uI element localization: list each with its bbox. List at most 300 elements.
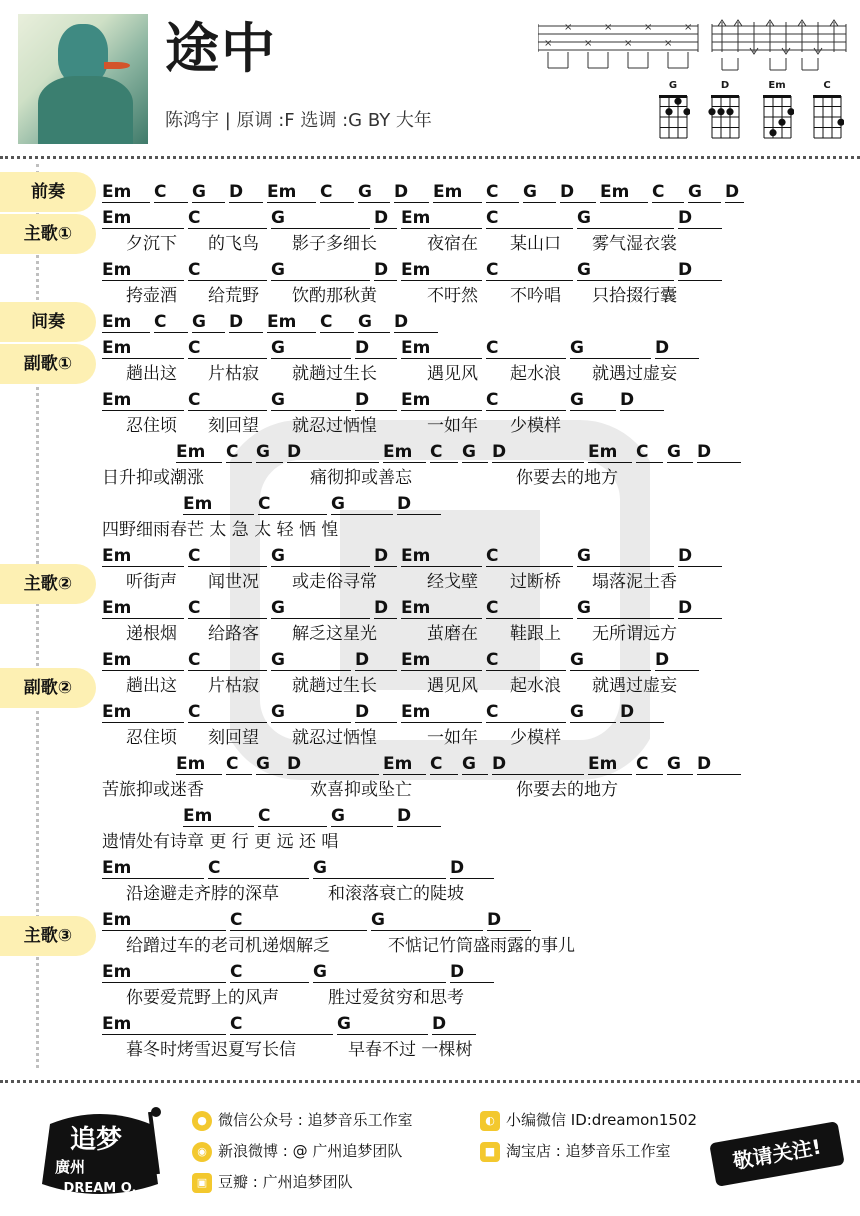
chord-symbol: Em: [102, 910, 132, 930]
beat-underline: [667, 774, 693, 775]
beat-underline: [697, 462, 741, 463]
lyric-phrase: 闻世况: [208, 572, 259, 592]
chord-diagram-label: Em: [768, 80, 786, 91]
beat-underline: [401, 566, 482, 567]
svg-text:×: ×: [544, 38, 553, 49]
lyric-phrase: 趟出这: [126, 364, 177, 384]
beat-underline: [401, 228, 482, 229]
beat-underline: [374, 618, 397, 619]
chord-symbol: D: [655, 338, 670, 358]
beat-underline: [577, 618, 674, 619]
taobao-icon: ■: [480, 1142, 500, 1162]
beat-underline: [229, 332, 263, 333]
chord-line: [0, 440, 860, 464]
beat-underline: [371, 930, 483, 931]
beat-underline: [102, 358, 184, 359]
chord-symbol: D: [394, 312, 409, 332]
chord-symbol: G: [271, 546, 285, 566]
chord-symbol: G: [570, 338, 584, 358]
beat-underline: [188, 358, 267, 359]
lyric-line: [0, 934, 860, 958]
chord-symbol: D: [620, 390, 635, 410]
lyric-phrase: 不惦记竹筒盛雨露的事儿: [388, 936, 575, 956]
lyric-phrase: 影子多细长: [292, 234, 377, 254]
lyric-phrase: 某山口: [510, 234, 561, 254]
beat-underline: [102, 410, 184, 411]
beat-underline: [271, 280, 370, 281]
svg-text:×: ×: [664, 38, 673, 49]
chord-symbol: C: [320, 312, 333, 332]
lyric-phrase: 忍住顷: [126, 728, 177, 748]
beat-underline: [374, 280, 397, 281]
chord-symbol: C: [258, 494, 271, 514]
chord-symbol: G: [313, 858, 327, 878]
beat-underline: [226, 774, 252, 775]
beat-underline: [102, 202, 150, 203]
chord-symbol: D: [229, 182, 244, 202]
beat-underline: [636, 774, 663, 775]
chord-symbol: Em: [383, 754, 413, 774]
lyric-phrase: 或走俗寻常: [292, 572, 377, 592]
chord-symbol: Em: [102, 208, 132, 228]
chord-symbol: C: [486, 702, 499, 722]
lyric-phrase: 四野细雨春芒 太 急 太 轻 恓 惶: [102, 520, 339, 540]
beat-underline: [678, 618, 722, 619]
beat-underline: [577, 566, 674, 567]
chord-symbol: C: [188, 208, 201, 228]
chord-symbol: D: [355, 702, 370, 722]
beat-underline: [102, 332, 150, 333]
chord-symbol: C: [486, 208, 499, 228]
lyric-line: [0, 518, 860, 542]
beat-underline: [432, 1034, 476, 1035]
chord-symbol: C: [486, 598, 499, 618]
lyric-phrase: 起水浪: [510, 364, 561, 384]
chord-symbol: Em: [102, 650, 132, 670]
beat-underline: [176, 774, 222, 775]
chord-symbol: G: [523, 182, 537, 202]
chord-symbol: Em: [102, 598, 132, 618]
chord-symbol: C: [188, 546, 201, 566]
chord-symbol: Em: [102, 390, 132, 410]
beat-underline: [331, 826, 393, 827]
chord-diagram-label: D: [720, 80, 730, 91]
lyric-phrase: 暮冬时烤雪迟夏写长信: [126, 1040, 296, 1060]
lyric-line: [0, 414, 860, 438]
chord-symbol: Em: [401, 650, 431, 670]
chord-symbol: G: [667, 754, 681, 774]
chord-symbol: G: [271, 208, 285, 228]
chord-symbol: G: [577, 546, 591, 566]
lyric-phrase: 沿途避走齐脖的深草: [126, 884, 279, 904]
chord-symbol: D: [725, 182, 740, 202]
beat-underline: [383, 774, 426, 775]
beat-underline: [655, 670, 699, 671]
lyric-phrase: 少模样: [510, 416, 561, 436]
lyric-phrase: 塌落泥土香: [592, 572, 677, 592]
lyric-phrase: 无所谓远方: [592, 624, 677, 644]
chord-symbol: C: [230, 1014, 243, 1034]
chord-line: [0, 908, 860, 932]
chord-symbol: Em: [102, 962, 132, 982]
beat-underline: [256, 462, 283, 463]
section-label: 副歌②: [0, 668, 96, 708]
lyric-phrase: 鞋跟上: [510, 624, 561, 644]
beat-underline: [258, 514, 327, 515]
beat-underline: [588, 774, 632, 775]
chord-symbol: Em: [102, 858, 132, 878]
chord-symbol: Em: [176, 442, 206, 462]
beat-underline: [229, 202, 263, 203]
chord-symbol: C: [188, 650, 201, 670]
beat-underline: [725, 202, 744, 203]
lyric-line: [0, 284, 860, 308]
lyric-phrase: 就遇过虚妄: [592, 676, 677, 696]
chord-symbol: G: [577, 208, 591, 228]
lyric-phrase: 给荒野: [208, 286, 259, 306]
chord-symbol: Em: [383, 442, 413, 462]
chord-symbol: G: [667, 442, 681, 462]
beat-underline: [620, 410, 664, 411]
chord-symbol: G: [358, 312, 372, 332]
chord-symbol: D: [487, 910, 502, 930]
beat-underline: [188, 670, 267, 671]
svg-text:×: ×: [644, 22, 653, 33]
chord-symbol: D: [287, 754, 302, 774]
chord-symbol: D: [450, 962, 465, 982]
beat-underline: [486, 618, 573, 619]
beat-underline: [188, 280, 267, 281]
lyric-phrase: 就趟过生长: [292, 676, 377, 696]
chord-diagram-label: G: [668, 80, 678, 91]
beat-underline: [358, 202, 390, 203]
chord-symbol: C: [226, 442, 239, 462]
weibo-text: 新浪微博 : @ 广州追梦团队: [218, 1142, 403, 1160]
chord-line: [0, 856, 860, 880]
lyric-line: [0, 778, 860, 802]
lyric-phrase: 解乏这星光: [292, 624, 377, 644]
lyric-phrase: 遇见风: [427, 676, 478, 696]
beat-underline: [192, 332, 225, 333]
chord-symbol: G: [271, 650, 285, 670]
beat-underline: [394, 202, 429, 203]
chord-symbol: Em: [401, 260, 431, 280]
lyric-phrase: 遇见风: [427, 364, 478, 384]
chord-symbol: G: [192, 312, 206, 332]
beat-underline: [487, 930, 531, 931]
chord-line: [0, 258, 860, 282]
lyric-phrase: 的飞鸟: [208, 234, 259, 254]
chord-symbol: G: [577, 260, 591, 280]
lyric-phrase: 痛彻抑或善忘: [310, 468, 412, 488]
chord-symbol: D: [374, 546, 389, 566]
chord-symbol: G: [271, 702, 285, 722]
lyric-phrase: 一如年: [427, 416, 478, 436]
douban-text: 豆瓣 : 广州追梦团队: [218, 1173, 353, 1191]
lyric-phrase: 给路客: [208, 624, 259, 644]
chord-symbol: D: [697, 442, 712, 462]
beat-underline: [636, 462, 663, 463]
beat-underline: [256, 774, 283, 775]
beat-underline: [401, 670, 482, 671]
dream-studio-logo: [30, 1104, 170, 1204]
taobao-text: 淘宝店 : 追梦音乐工作室: [506, 1142, 671, 1160]
chord-symbol: D: [374, 260, 389, 280]
lyric-phrase: 只拾掇行囊: [592, 286, 677, 306]
chord-symbol: D: [678, 546, 693, 566]
chord-symbol: C: [188, 260, 201, 280]
beat-underline: [188, 228, 267, 229]
beat-underline: [652, 202, 684, 203]
footer-taobao: [480, 1141, 671, 1162]
chord-symbol: G: [331, 494, 345, 514]
beat-underline: [678, 280, 722, 281]
lyric-phrase: 片枯寂: [208, 364, 259, 384]
beat-underline: [102, 670, 184, 671]
beat-underline: [154, 332, 188, 333]
logo-city-text: 廣州: [54, 1158, 86, 1176]
beat-underline: [331, 514, 393, 515]
chord-symbol: D: [697, 754, 712, 774]
chord-symbol: C: [188, 338, 201, 358]
footer-wechat-editor: [480, 1110, 697, 1131]
chord-symbol: D: [229, 312, 244, 332]
lyric-line: [0, 362, 860, 386]
beat-underline: [271, 618, 370, 619]
beat-underline: [102, 878, 204, 879]
beat-underline: [486, 566, 573, 567]
lyric-phrase: 茧磨在: [427, 624, 478, 644]
chord-symbol: C: [226, 754, 239, 774]
beat-underline: [102, 722, 184, 723]
beat-underline: [570, 670, 651, 671]
chord-symbol: Em: [102, 1014, 132, 1034]
footer-douban: [192, 1172, 353, 1193]
beat-underline: [102, 618, 184, 619]
lyric-phrase: 给蹭过车的老司机递烟解乏: [126, 936, 330, 956]
chord-symbol: G: [577, 598, 591, 618]
lyric-phrase: 经戈壁: [427, 572, 478, 592]
chord-symbol: C: [188, 598, 201, 618]
beat-underline: [287, 774, 379, 775]
beat-underline: [374, 566, 397, 567]
lyric-phrase: 不吟唱: [510, 286, 561, 306]
chord-symbol: C: [188, 390, 201, 410]
beat-underline: [102, 280, 184, 281]
chord-symbol: D: [450, 858, 465, 878]
chord-symbol: Em: [401, 208, 431, 228]
lyric-phrase: 就忍过恓惶: [292, 416, 377, 436]
beat-underline: [486, 228, 573, 229]
chord-symbol: D: [492, 442, 507, 462]
beat-underline: [697, 774, 741, 775]
beat-underline: [320, 332, 354, 333]
chord-line: [0, 596, 860, 620]
chord-diagram-label: C: [823, 80, 831, 91]
chord-symbol: Em: [183, 806, 213, 826]
beat-underline: [271, 228, 370, 229]
chord-symbol: D: [560, 182, 575, 202]
chord-symbol: C: [430, 442, 443, 462]
lyric-phrase: 你要爱荒野上的风声: [126, 988, 279, 1008]
lyric-phrase: 遗情处有诗章 更 行 更 远 还 唱: [102, 832, 339, 852]
wechat-icon: ●: [192, 1111, 212, 1131]
beat-underline: [188, 618, 267, 619]
beat-underline: [271, 670, 351, 671]
beat-underline: [462, 774, 488, 775]
lyric-line: [0, 986, 860, 1010]
lyric-phrase: 饮酌那秋黄: [292, 286, 377, 306]
lyric-phrase: 夜宿在: [427, 234, 478, 254]
lyric-phrase: 挎壶酒: [126, 286, 177, 306]
beat-underline: [401, 410, 482, 411]
lyric-line: [0, 232, 860, 256]
chord-symbol: D: [374, 598, 389, 618]
beat-underline: [577, 228, 674, 229]
lyric-phrase: 起水浪: [510, 676, 561, 696]
chord-line: [0, 752, 860, 776]
beat-underline: [688, 202, 721, 203]
lyric-line: [0, 882, 860, 906]
chord-symbol: C: [486, 338, 499, 358]
beat-underline: [287, 462, 379, 463]
song-subtitle: 陈鸿宇 | 原调 :F 选调 :G BY 大年: [165, 110, 432, 131]
chord-symbol: Em: [183, 494, 213, 514]
chord-line: [0, 700, 860, 724]
beat-underline: [401, 358, 482, 359]
beat-underline: [226, 462, 252, 463]
beat-underline: [271, 566, 370, 567]
chord-symbol: G: [313, 962, 327, 982]
beat-underline: [560, 202, 596, 203]
wechat-public-text: 微信公众号 : 追梦音乐工作室: [218, 1111, 413, 1129]
section-label: 主歌③: [0, 916, 96, 956]
chord-symbol: G: [570, 702, 584, 722]
chord-symbol: Em: [588, 442, 618, 462]
beat-underline: [355, 358, 397, 359]
lyric-phrase: 过断桥: [510, 572, 561, 592]
chord-symbol: D: [620, 702, 635, 722]
chord-symbol: C: [188, 702, 201, 722]
chord-symbol: D: [655, 650, 670, 670]
chord-symbol: Em: [102, 312, 132, 332]
chord-symbol: C: [208, 858, 221, 878]
chord-line: [0, 180, 860, 204]
chord-line: [0, 1012, 860, 1036]
beat-underline: [183, 514, 254, 515]
chord-symbol: D: [394, 182, 409, 202]
beat-underline: [667, 462, 693, 463]
chord-symbol: D: [355, 390, 370, 410]
chord-symbol: C: [258, 806, 271, 826]
chord-line: [0, 804, 860, 828]
chord-symbol: C: [486, 182, 499, 202]
chord-symbol: Em: [102, 702, 132, 722]
lyric-phrase: 早春不过 一棵树: [348, 1040, 473, 1060]
beat-underline: [486, 410, 566, 411]
lyric-phrase: 少模样: [510, 728, 561, 748]
lyric-phrase: 和滚落衰亡的陡坡: [328, 884, 464, 904]
chord-symbol: Em: [433, 182, 463, 202]
beat-underline: [102, 930, 226, 931]
lyric-phrase: 一如年: [427, 728, 478, 748]
beat-underline: [600, 202, 648, 203]
beat-underline: [401, 722, 482, 723]
chord-symbol: Em: [401, 390, 431, 410]
beat-underline: [401, 280, 482, 281]
svg-text:×: ×: [624, 38, 633, 49]
section-label: 主歌①: [0, 214, 96, 254]
beat-underline: [258, 826, 327, 827]
chord-symbol: D: [432, 1014, 447, 1034]
beat-underline: [188, 722, 267, 723]
beat-underline: [183, 826, 254, 827]
lyric-phrase: 苦旅抑或迷香: [102, 780, 204, 800]
lyric-phrase: 欢喜抑或坠亡: [310, 780, 412, 800]
chord-symbol: Em: [401, 702, 431, 722]
beat-underline: [570, 722, 616, 723]
chord-symbol: G: [358, 182, 372, 202]
wechat-chat-icon: ◐: [480, 1111, 500, 1131]
bottom-divider: [0, 1080, 860, 1083]
beat-underline: [570, 358, 651, 359]
chord-symbol: D: [397, 806, 412, 826]
footer-wechat-public: [192, 1110, 413, 1131]
lyric-line: [0, 570, 860, 594]
beat-underline: [430, 462, 458, 463]
beat-underline: [655, 358, 699, 359]
lyric-phrase: 就忍过恓惶: [292, 728, 377, 748]
lyric-line: [0, 1038, 860, 1062]
beat-underline: [355, 410, 397, 411]
lyric-phrase: 就遇过虚妄: [592, 364, 677, 384]
chord-symbol: G: [271, 260, 285, 280]
svg-text:×: ×: [684, 22, 693, 33]
chord-symbol: D: [355, 650, 370, 670]
beat-underline: [102, 228, 184, 229]
chord-symbol: G: [331, 806, 345, 826]
chord-symbol: G: [570, 390, 584, 410]
lyric-phrase: 你要去的地方: [516, 468, 618, 488]
beat-underline: [486, 358, 566, 359]
chord-line: [0, 492, 860, 516]
chord-symbol: C: [154, 312, 167, 332]
beat-underline: [230, 982, 309, 983]
beat-underline: [355, 670, 397, 671]
beat-underline: [397, 826, 441, 827]
chord-symbol: G: [337, 1014, 351, 1034]
chord-symbol: G: [462, 442, 476, 462]
beat-underline: [267, 332, 316, 333]
chord-line: [0, 336, 860, 360]
beat-underline: [383, 462, 426, 463]
lyric-phrase: 胜过爱贫穷和思考: [328, 988, 464, 1008]
chord-symbol: C: [430, 754, 443, 774]
chord-symbol: Em: [267, 182, 297, 202]
chord-symbol: D: [678, 598, 693, 618]
beat-underline: [492, 462, 584, 463]
beat-underline: [433, 202, 482, 203]
beat-underline: [486, 722, 566, 723]
wechat-editor-text: 小编微信 ID:dreamon1502: [506, 1111, 698, 1129]
beat-underline: [271, 358, 351, 359]
lyric-phrase: 不吁然: [427, 286, 478, 306]
beat-underline: [355, 722, 397, 723]
chord-symbol: Em: [102, 182, 132, 202]
chord-symbol: C: [636, 754, 649, 774]
beat-underline: [374, 228, 397, 229]
beat-underline: [450, 878, 494, 879]
